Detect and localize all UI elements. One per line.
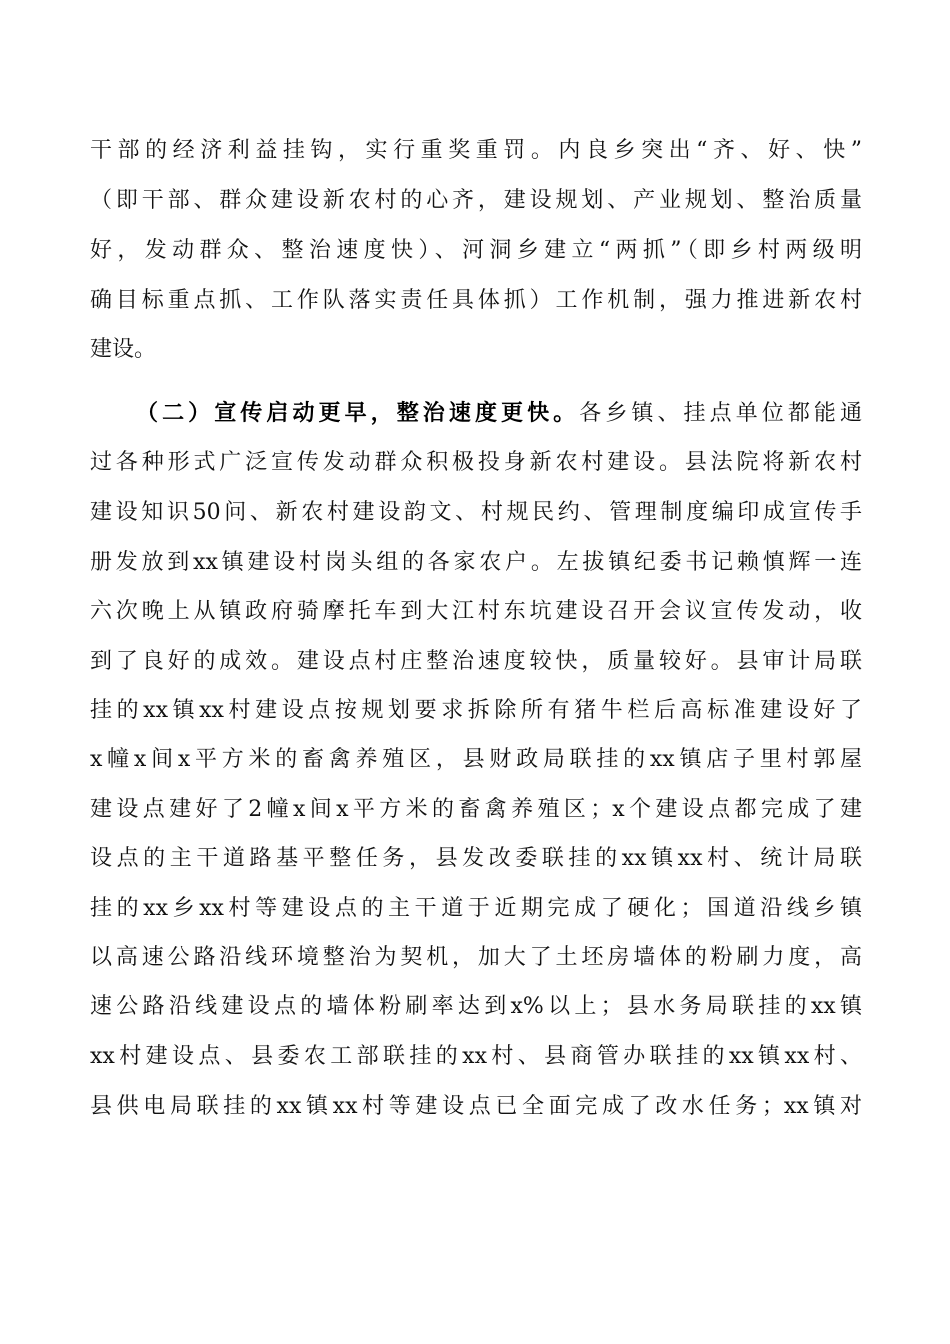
paragraph2-line-1: 过各种形式广泛宣传发动群众积极投身新农村建设。县法院将新农村 xyxy=(90,450,862,475)
paragraph2-line-10: 挂的xx乡xx村等建设点的主干道于近期完成了硬化；国道沿线乡镇 xyxy=(90,896,862,921)
paragraph2-line-11: 以高速公路沿线环境整治为契机，加大了土坯房墙体的粉刷力度，高 xyxy=(90,945,862,970)
section-heading: （二）宣传启动更早，整治速度更快。 xyxy=(136,400,580,426)
paragraph2-line-12: 速公路沿线建设点的墙体粉刷率达到x%以上；县水务局联挂的xx镇 xyxy=(90,994,862,1019)
paragraph1-line-2: （即干部、群众建设新农村的心齐，建设规划、产业规划、整治质量 xyxy=(90,188,862,213)
paragraph2-line-4: 六次晚上从镇政府骑摩托车到大江村东坑建设召开会议宣传发动，收 xyxy=(90,599,862,624)
paragraph2-line-3: 册发放到xx镇建设村岗头组的各家农户。左拔镇纪委书记赖慎辉一连 xyxy=(90,550,862,575)
paragraph1-line-1: 干部的经济利益挂钩，实行重奖重罚。内良乡突出“齐、好、快” xyxy=(90,138,862,163)
paragraph2-first-line xyxy=(136,393,862,433)
paragraph2-line-5: 到了良好的成效。建设点村庄整治速度较快，质量较好。县审计局联 xyxy=(90,649,862,674)
paragraph2-first-line-rest: 各乡镇、挂点单位都能通 xyxy=(579,401,862,426)
paragraph2-line-6: 挂的xx镇xx村建设点按规划要求拆除所有猪牛栏后高标准建设好了 xyxy=(90,698,862,723)
paragraph1-line-5: 建设。 xyxy=(90,337,157,362)
paragraph2-line-7: x幢x间x平方米的畜禽养殖区，县财政局联挂的xx镇店子里村郭屋 xyxy=(90,747,862,772)
paragraph2-line-13: xx村建设点、县委农工部联挂的xx村、县商管办联挂的xx镇xx村、 xyxy=(90,1044,862,1069)
paragraph2-line-8: 建设点建好了2幢x间x平方米的畜禽养殖区；x个建设点都完成了建 xyxy=(90,797,862,822)
paragraph1-line-4: 确目标重点抓、工作队落实责任具体抓）工作机制，强力推进新农村 xyxy=(90,288,862,313)
paragraph2-line-14: 县供电局联挂的xx镇xx村等建设点已全面完成了改水任务；xx镇对 xyxy=(90,1094,862,1119)
paragraph2-line-2: 建设知识50问、新农村建设韵文、村规民约、管理制度编印成宣传手 xyxy=(90,500,862,525)
paragraph1-line-3: 好，发动群众、整治速度快）、河洞乡建立“两抓”（即乡村两级明 xyxy=(90,238,862,263)
paragraph2-line-9: 设点的主干道路基平整任务，县发改委联挂的xx镇xx村、统计局联 xyxy=(90,846,862,871)
